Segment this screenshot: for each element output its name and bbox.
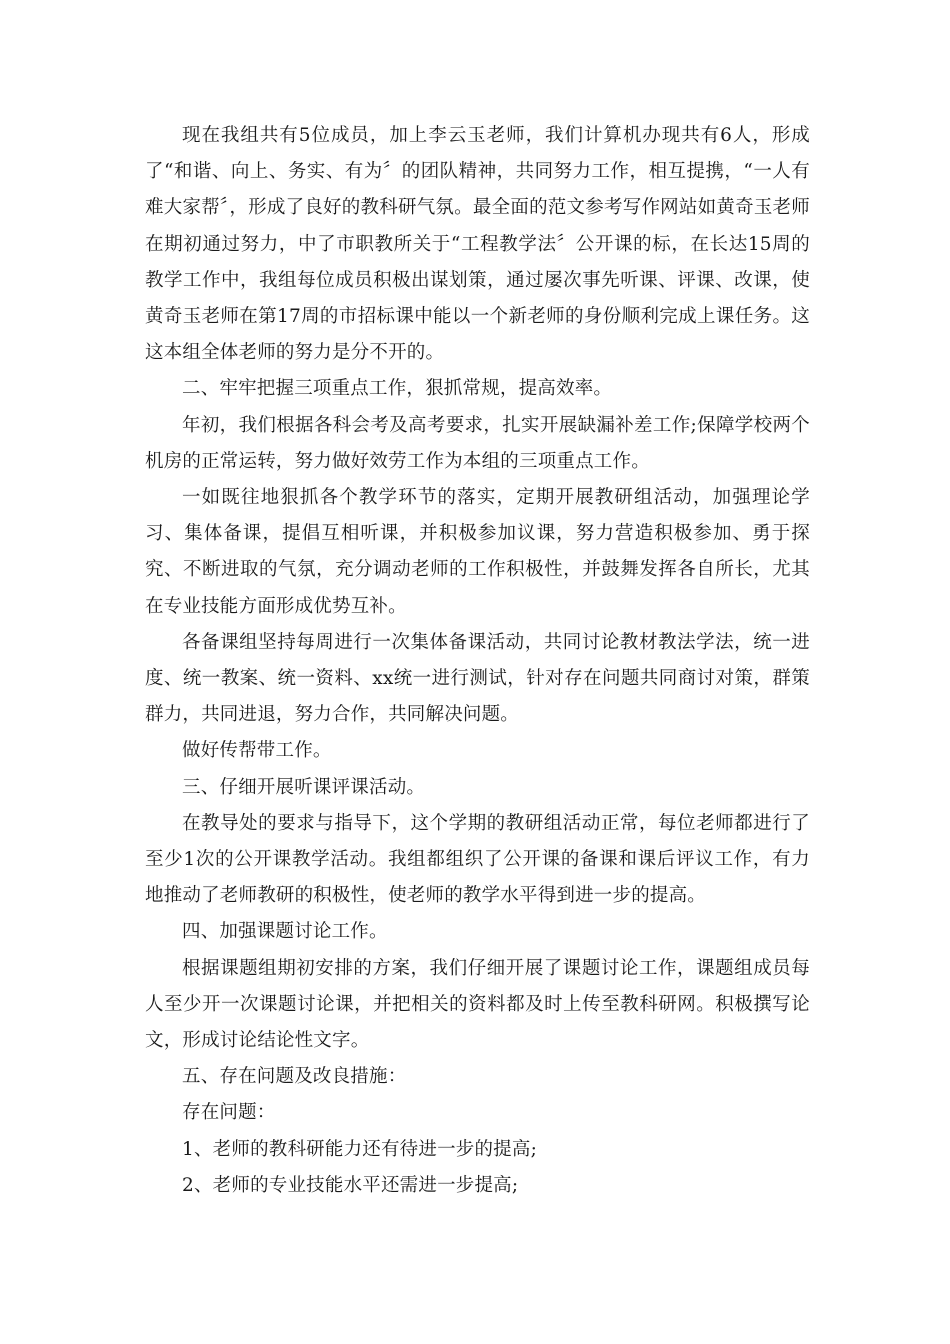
document-body — [145, 118, 810, 1204]
list-item-problem-1: 1、老师的教科研能力还有待进一步的提高; — [182, 1138, 538, 1160]
heading-section-2: 二、牢牢把握三项重点工作，狠抓常规，提高效率。 — [182, 378, 613, 400]
paragraph-open-lessons: 在教导处的要求与指导下，这个学期的教研组活动正常，每位老师都进行了至少1次的公开课教学活动。我组都组织了公开课的备课和课后评议工作，有力地推动了老师教研的积极性，使老师的教学水平得到进一步的提高。 — [145, 812, 810, 907]
paragraph-early-year: 年初，我们根据各科会考及高考要求，扎实开展缺漏补差工作;保障学校两个机房的正常运转，努力做好效劳工作为本组的三项重点工作。 — [145, 414, 810, 472]
heading-section-3: 三、仔细开展听课评课活动。 — [182, 776, 426, 798]
paragraph-team-intro: 现在我组共有5位成员，加上李云玉老师，我们计算机办现共有6人，形成了“和谐、向上、务实、有为〞的团队精神，共同努力工作，相互提携，“一人有难大家帮〞，形成了良好的教科研气氛。最全面的范文参考写作网站如黄奇玉老师在期初通过努力，中了市职教所关于“工程教学法〞公开课的标，在长达15周的教学工作中，我组每位成员积极出谋划策，通过屡次事先听课、评课、改课，使黄奇玉老师在第17周的市招标课中能以一个新老师的身份顺利完成上课任务。这这本组全体老师的努力是分不开的。 — [145, 125, 810, 364]
subheading-problems: 存在问题： — [182, 1102, 276, 1124]
heading-section-4: 四、加强课题讨论工作。 — [182, 921, 388, 943]
heading-section-5: 五、存在问题及改良措施： — [182, 1066, 407, 1088]
paragraph-mentoring: 做好传帮带工作。 — [182, 740, 332, 762]
paragraph-lesson-prep: 各备课组坚持每周进行一次集体备课活动，共同讨论教材教法学法，统一进度、统一教案、统一资料、xx统一进行测试，针对存在问题共同商讨对策，群策群力，共同进退，努力合作，共同解决问题。 — [145, 631, 810, 726]
paragraph-teaching-routine: 一如既往地狠抓各个教学环节的落实，定期开展教研组活动，加强理论学习、集体备课，提倡互相听课，并积极参加议课，努力营造积极参加、勇于探究、不断进取的气氛，充分调动老师的工作积极性，并鼓舞发挥各自所长，尤其在专业技能方面形成优势互补。 — [145, 487, 810, 617]
list-item-problem-2: 2、老师的专业技能水平还需进一步提高; — [182, 1174, 519, 1196]
paragraph-research: 根据课题组期初安排的方案，我们仔细开展了课题讨论工作，课题组成员每人至少开一次课题讨论课，并把相关的资料都及时上传至教科研网。积极撰写论文，形成讨论结论性文字。 — [145, 957, 810, 1052]
